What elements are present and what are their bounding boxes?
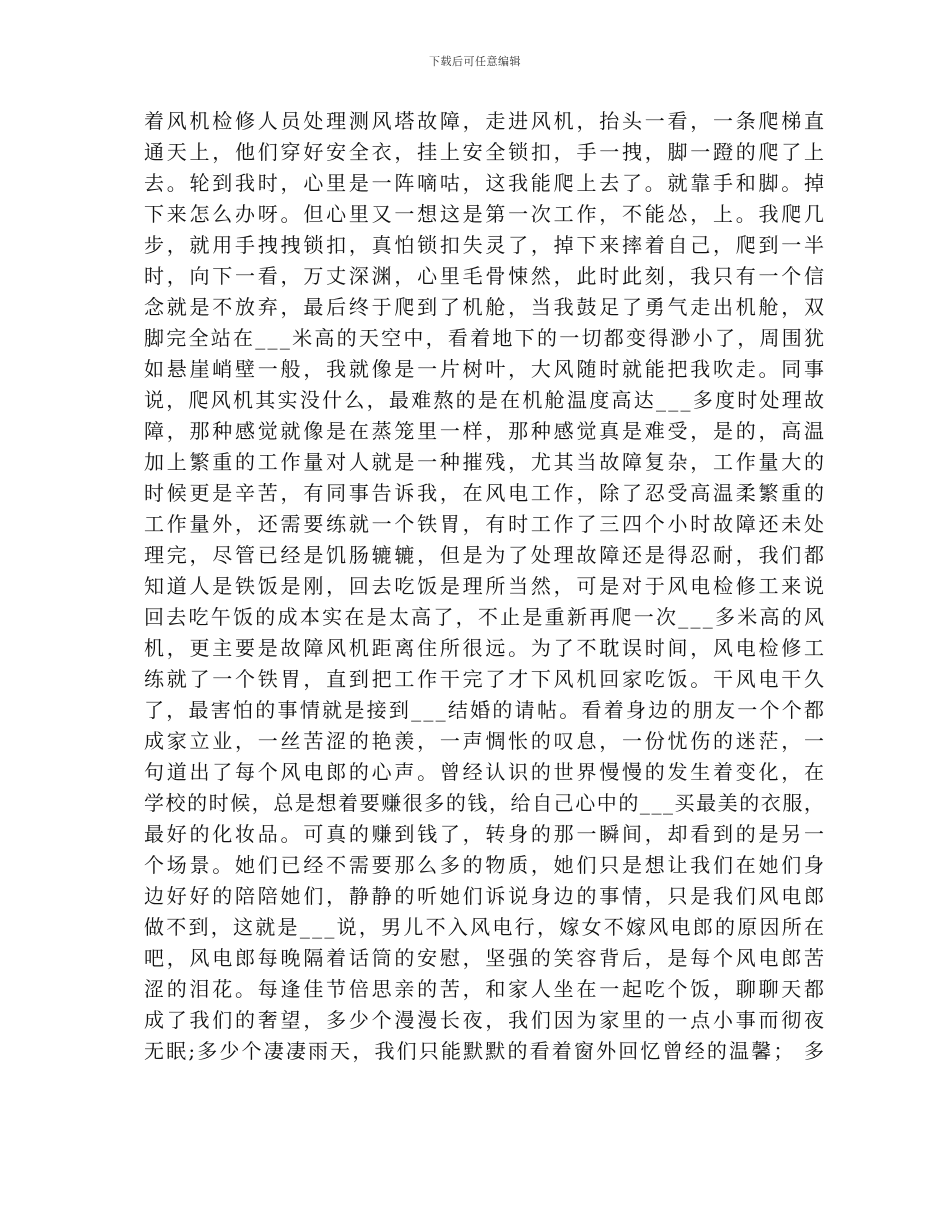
text-line: 成家立业，一丝苦涩的艳羡，一声惆怅的叹息，一份忧伤的迷茫，一 <box>144 729 827 753</box>
text-line: 如悬崖峭壁一般，我就像是一片树叶，大风随时就能把我吹走。同事 <box>144 357 827 381</box>
text-line: 最好的化妆品。可真的赚到钱了，转身的那一瞬间，却看到的是另一 <box>144 822 827 846</box>
text-line: 脚完全站在___米高的天空中，看着地下的一切都变得渺小了，周围犹 <box>144 326 827 350</box>
text-line: 涩的泪花。每逢佳节倍思亲的苦，和家人坐在一起吃个饭，聊聊天都 <box>144 977 827 1001</box>
text-line: 时，向下一看，万丈深渊，心里毛骨悚然，此时此刻，我只有一个信 <box>144 264 827 288</box>
text-line: 步，就用手拽拽锁扣，真怕锁扣失灵了，掉下来摔着自己，爬到一半 <box>144 233 827 257</box>
text-line: 去。轮到我时，心里是一阵嘀咕，这我能爬上去了。就靠手和脚。掉 <box>144 171 827 195</box>
text-line: 了，最害怕的事情就是接到___结婚的请帖。看着身边的朋友一个个都 <box>144 698 827 722</box>
body-text <box>144 106 827 1067</box>
text-line: 无眠;多少个凄凄雨天，我们只能默默的看着窗外回忆曾经的温馨； 多 <box>144 1039 827 1063</box>
text-line: 回去吃午饭的成本实在是太高了，不止是重新再爬一次___多米高的风 <box>144 605 827 629</box>
text-line: 工作量外，还需要练就一个铁胃，有时工作了三四个小时故障还未处 <box>144 512 827 536</box>
page-header: 下载后可任意编辑 <box>429 55 521 68</box>
text-line: 时候更是辛苦，有同事告诉我，在风电工作，除了忍受高温柔繁重的 <box>144 481 827 505</box>
text-line: 通天上，他们穿好安全衣，挂上安全锁扣，手一拽，脚一蹬的爬了上 <box>144 140 827 164</box>
text-line: 吧，风电郎每晚隔着话筒的安慰，坚强的笑容背后，是每个风电郎苦 <box>144 946 827 970</box>
text-line: 成了我们的奢望，多少个漫漫长夜，我们因为家里的一点小事而彻夜 <box>144 1008 827 1032</box>
text-line: 知道人是铁饭是刚，回去吃饭是理所当然，可是对于风电检修工来说 <box>144 574 827 598</box>
text-line: 加上繁重的工作量对人就是一种摧残，尤其当故障复杂，工作量大的 <box>144 450 827 474</box>
text-line: 说，爬风机其实没什么，最难熬的是在机舱温度高达___多度时处理故 <box>144 388 827 412</box>
text-line: 句道出了每个风电郎的心声。曾经认识的世界慢慢的发生着变化，在 <box>144 760 827 784</box>
text-line: 下来怎么办呀。但心里又一想这是第一次工作，不能怂，上。我爬几 <box>144 202 827 226</box>
text-line: 机，更主要是故障风机距离住所很远。为了不耽误时间，风电检修工 <box>144 636 827 660</box>
text-line: 障，那种感觉就像是在蒸笼里一样，那种感觉真是难受，是的，高温 <box>144 419 827 443</box>
text-line: 练就了一个铁胃，直到把工作干完了才下风机回家吃饭。干风电干久 <box>144 667 827 691</box>
text-line: 念就是不放弃，最后终于爬到了机舱，当我鼓足了勇气走出机舱，双 <box>144 295 827 319</box>
text-line: 做不到，这就是___说，男儿不入风电行，嫁女不嫁风电郎的原因所在 <box>144 915 827 939</box>
text-line: 着风机检修人员处理测风塔故障，走进风机，抬头一看，一条爬梯直 <box>144 109 827 133</box>
text-line: 个场景。她们已经不需要那么多的物质，她们只是想让我们在她们身 <box>144 853 827 877</box>
text-line: 理完，尽管已经是饥肠辘辘，但是为了处理故障还是得忍耐，我们都 <box>144 543 827 567</box>
text-line: 边好好的陪陪她们，静静的听她们诉说身边的事情，只是我们风电郎 <box>144 884 827 908</box>
text-line: 学校的时候，总是想着要赚很多的钱，给自己心中的___买最美的衣服， <box>144 791 826 815</box>
